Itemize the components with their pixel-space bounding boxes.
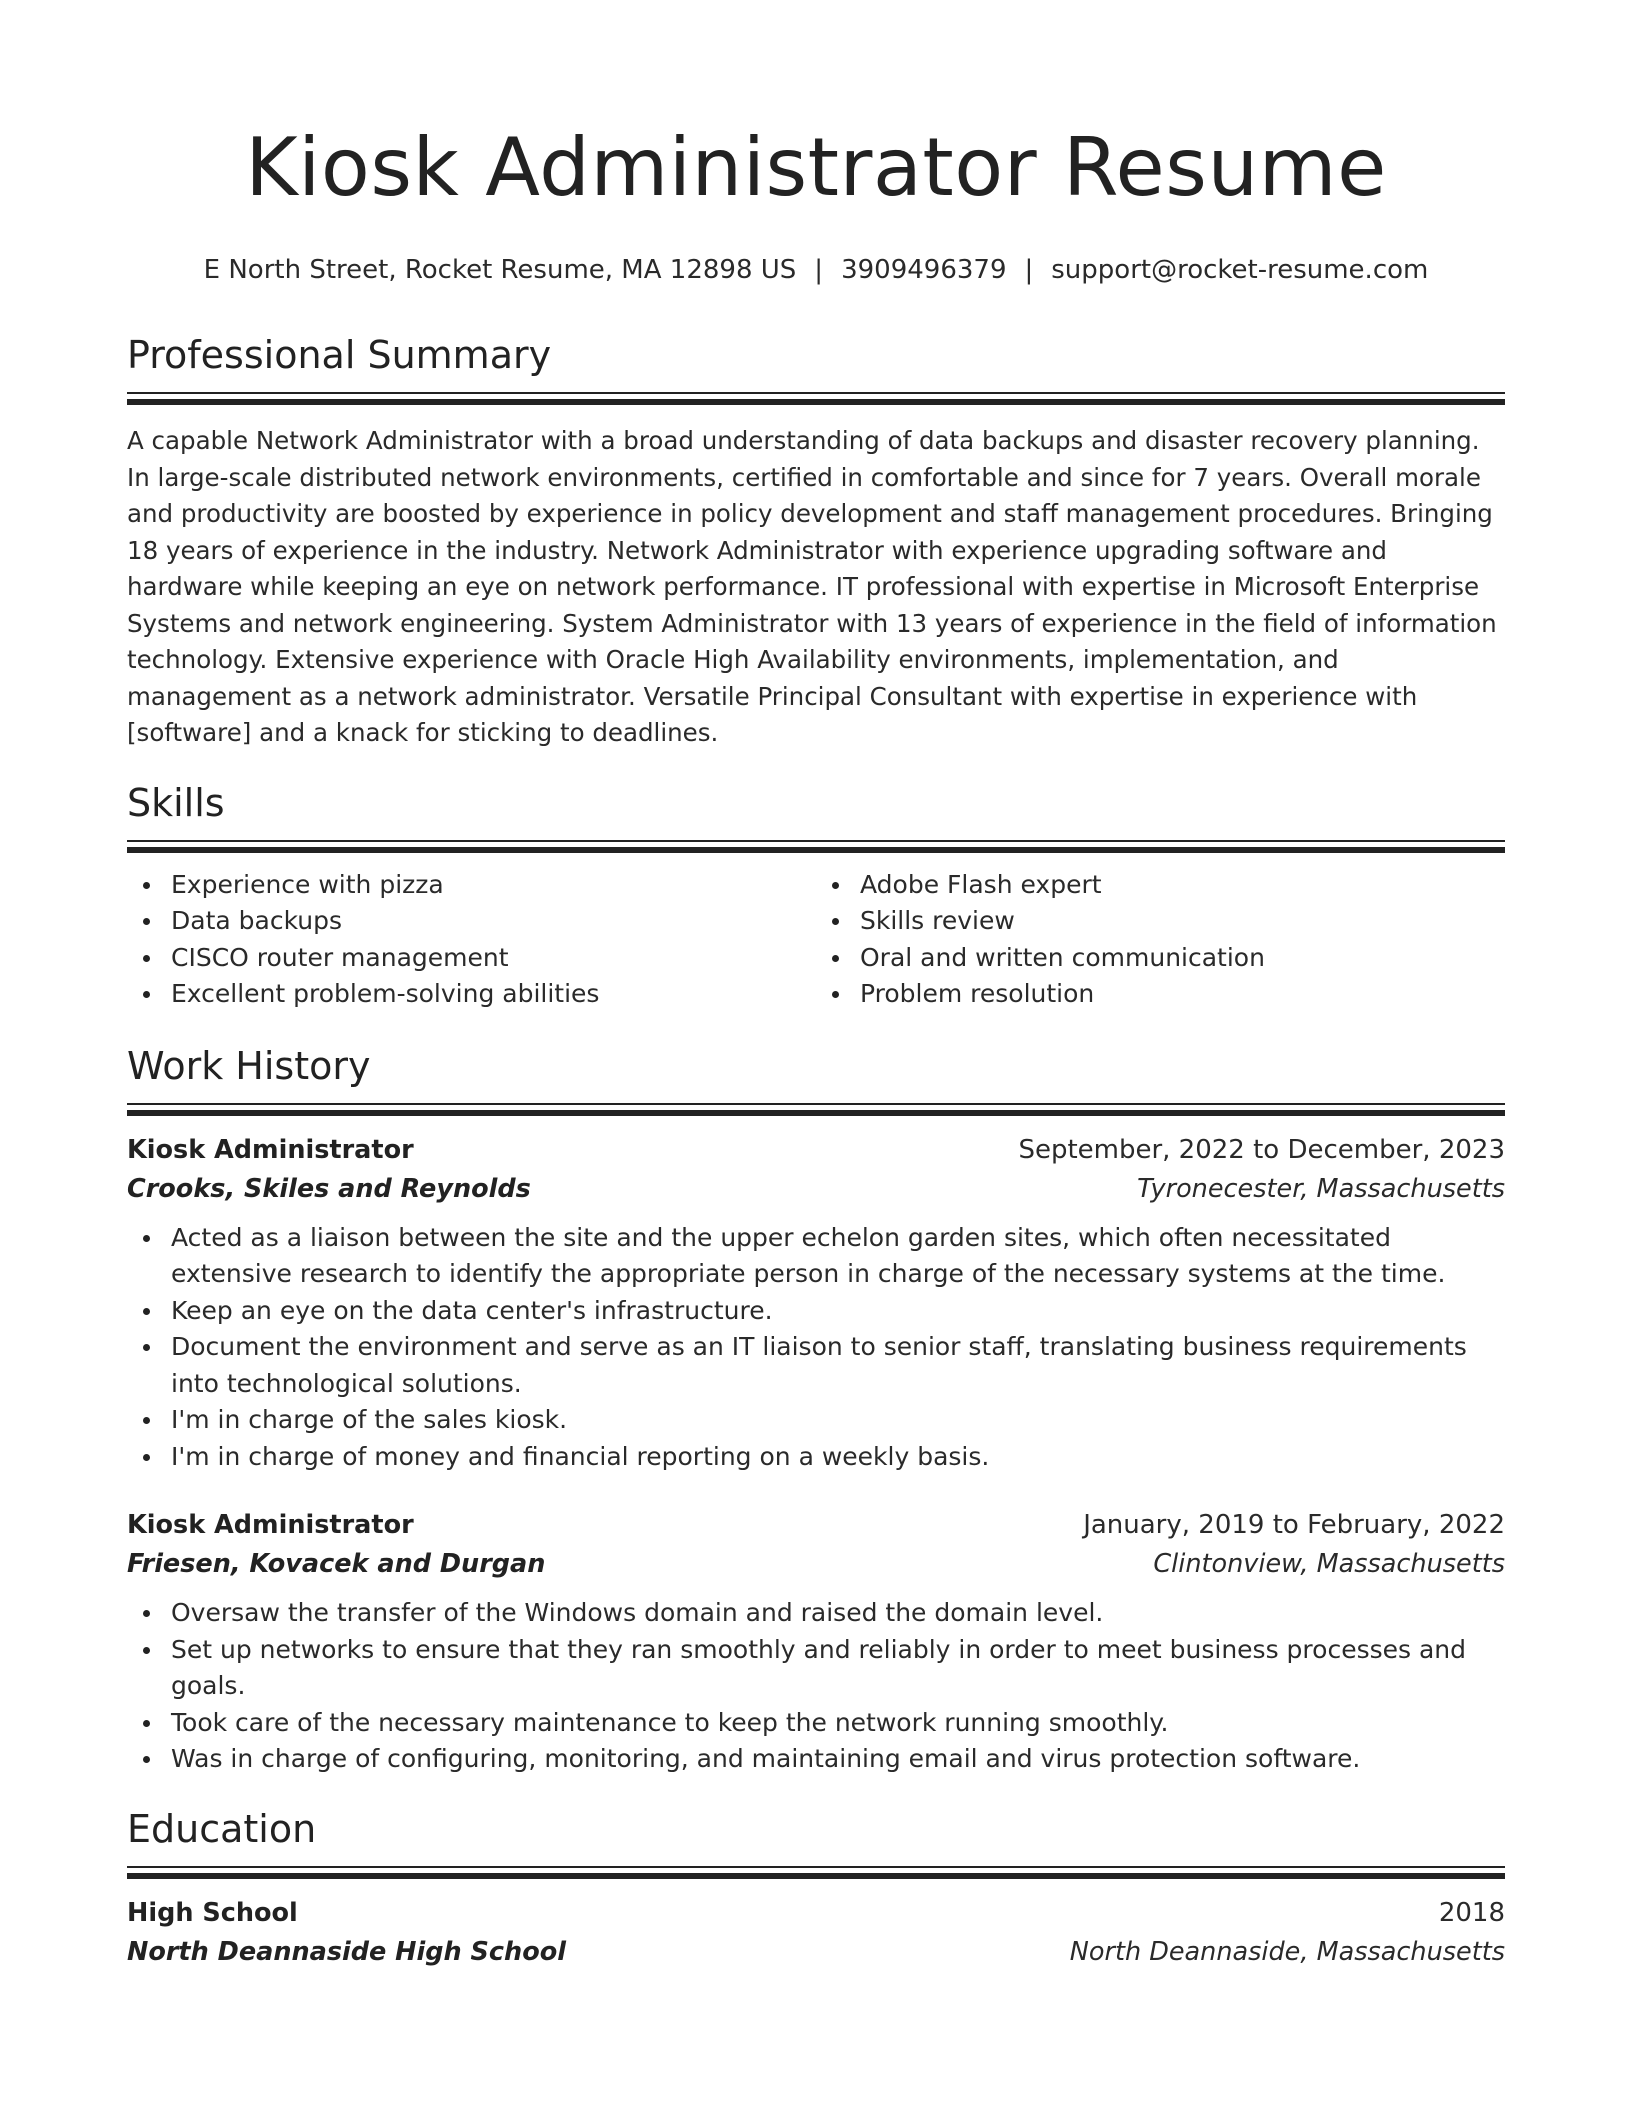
education-section <box>127 1804 1505 1971</box>
skill-item <box>816 976 1505 1013</box>
contact-separator: | <box>814 255 824 285</box>
bullet-dot <box>143 991 150 998</box>
job-bullet <box>127 1741 1505 1778</box>
job-company: Friesen, Kovacek and Durgan <box>127 1549 546 1579</box>
skills-list <box>127 867 1505 1013</box>
bullet-dot <box>832 882 839 889</box>
work-section <box>127 1041 1505 1778</box>
section-rule-thin <box>127 840 1505 842</box>
skill-text: Data backups <box>171 906 343 935</box>
job-company: Crooks, Skiles and Reynolds <box>127 1173 531 1204</box>
job-bullet-text: Was in charge of configuring, monitoring, and maintaining email and virus protection software. <box>171 1744 1361 1773</box>
skill-text: CISCO router management <box>171 942 509 972</box>
job-bullet-text: Took care of the necessary maintenance to keep the network running smoothly. <box>171 1707 1169 1737</box>
section-rule-thick <box>127 399 1505 405</box>
education-school: North Deannaside High School <box>127 1936 566 1967</box>
education-subheader <box>127 1933 1505 1971</box>
bullet-dot <box>143 1235 150 1242</box>
skill-item <box>816 940 1505 977</box>
bullet-dot <box>143 1417 150 1424</box>
job-bullet <box>127 1402 1505 1439</box>
summary-heading: Professional Summary <box>127 333 552 377</box>
summary-section <box>127 330 1505 752</box>
bullet-dot <box>143 1756 150 1763</box>
job-bullet-text: I'm in charge of money and financial reporting on a weekly basis. <box>171 1441 990 1471</box>
skill-item <box>127 903 816 940</box>
education-location: North Deannaside, Massachusetts <box>1069 1936 1505 1967</box>
skill-item <box>816 867 1505 904</box>
skill-text: Skills review <box>860 906 1015 935</box>
skills-column-right <box>816 867 1505 1013</box>
job-bullets <box>127 1595 1505 1778</box>
job-location: Clintonview, Massachusetts <box>1153 1549 1505 1579</box>
job-bullet-text: Acted as a liaison between the site and the upper echelon garden sites, which often necessitated extensive research to identify the appropriate person in charge of the necessary systems at the time. <box>171 1222 1446 1288</box>
skill-text: Experience with pizza <box>171 869 444 899</box>
job-title: Kiosk Administrator <box>127 1134 414 1165</box>
education-entry <box>127 1893 1505 1971</box>
job-bullet-text: Keep an eye on the data center's infrastructure. <box>171 1295 773 1325</box>
education-header <box>127 1893 1505 1933</box>
contact-line <box>127 252 1505 288</box>
skill-item <box>127 867 816 904</box>
skill-item <box>127 940 816 977</box>
job-bullet <box>127 1293 1505 1330</box>
job-bullets <box>127 1220 1505 1476</box>
job-bullet <box>127 1439 1505 1476</box>
section-rule-thin <box>127 392 1505 394</box>
job-bullet <box>127 1220 1505 1293</box>
job-bullet <box>127 1632 1505 1705</box>
bullet-dot <box>832 955 839 962</box>
bullet-dot <box>143 1610 150 1617</box>
education-degree: High School <box>127 1897 298 1928</box>
bullet-dot <box>143 1647 150 1654</box>
contact-address: E North Street, Rocket Resume, MA 12898 US <box>203 255 797 285</box>
bullet-dot <box>143 882 150 889</box>
skill-item <box>816 903 1505 940</box>
skill-text: Problem resolution <box>860 979 1095 1008</box>
job-subheader <box>127 1545 1505 1583</box>
bullet-dot <box>143 1308 150 1315</box>
skills-column-left <box>127 867 816 1013</box>
bullet-dot <box>143 1344 150 1351</box>
job-bullet <box>127 1705 1505 1742</box>
contact-separator: | <box>1024 255 1034 285</box>
section-rule-thick <box>127 1110 1505 1116</box>
job-dates: September, 2022 to December, 2023 <box>1018 1134 1505 1165</box>
contact-email: support@rocket-resume.com <box>1051 255 1429 285</box>
job-header <box>127 1505 1505 1545</box>
bullet-dot <box>143 955 150 962</box>
job-bullet-text: Document the environment and serve as an IT liaison to senior staff, translating business requirements into technological solutions. <box>171 1332 1467 1398</box>
section-rule-thin <box>127 1103 1505 1105</box>
job-bullet-text: Oversaw the transfer of the Windows domain and raised the domain level. <box>171 1598 1104 1627</box>
contact-phone: 3909496379 <box>841 255 1007 285</box>
bullet-dot <box>832 918 839 925</box>
education-heading: Education <box>127 1806 317 1851</box>
job-location: Tyronecester, Massachusetts <box>1137 1173 1505 1204</box>
job-bullet <box>127 1595 1505 1632</box>
bullet-dot <box>143 1454 150 1461</box>
job-bullet-text: Set up networks to ensure that they ran smoothly and reliably in order to meet business processes and goals. <box>171 1634 1467 1700</box>
job-header <box>127 1130 1505 1170</box>
job-entry <box>127 1130 1505 1476</box>
skill-text: Excellent problem-solving abilities <box>171 979 600 1008</box>
resume-title: Kiosk Administrator Resume <box>245 121 1387 214</box>
skills-heading: Skills <box>127 780 225 825</box>
skill-text: Oral and written communication <box>860 942 1265 972</box>
job-dates: January, 2019 to February, 2022 <box>1083 1510 1505 1540</box>
job-subheader <box>127 1170 1505 1208</box>
job-bullet <box>127 1329 1505 1402</box>
work-heading: Work History <box>127 1043 371 1088</box>
education-year: 2018 <box>1438 1897 1505 1928</box>
section-rule-thin <box>127 1866 1505 1868</box>
skills-section <box>127 778 1505 1013</box>
bullet-dot <box>143 918 150 925</box>
bullet-dot <box>832 991 839 998</box>
skill-text: Adobe Flash expert <box>860 869 1102 899</box>
job-entry <box>127 1505 1505 1778</box>
summary-text: A capable Network Administrator with a broad understanding of data backups and disaster recovery planning. In large-scale distributed network environments, certified in comfortable and since for 7 years. Overall morale and productivity are boosted by experience in policy development and staff management procedures. Bringing 18 years of experience in the industry. Network Administrator with experience upgrading software and hardware while keeping an eye on network performance. IT professional with expertise in Microsoft Enterprise Systems and network engineering. System Administrator with 13 years of experience in the field of information technology. Extensive experience with Oracle High Availability environments, implementation, and management as a network administrator. Versatile Principal Consultant with expertise in experience with [software] and a knack for sticking to deadlines. <box>127 426 1497 747</box>
section-rule-thick <box>127 847 1505 853</box>
job-bullet-text: I'm in charge of the sales kiosk. <box>171 1405 568 1434</box>
skill-item <box>127 976 816 1013</box>
bullet-dot <box>143 1720 150 1727</box>
section-rule-thick <box>127 1873 1505 1879</box>
job-title: Kiosk Administrator <box>127 1510 414 1540</box>
